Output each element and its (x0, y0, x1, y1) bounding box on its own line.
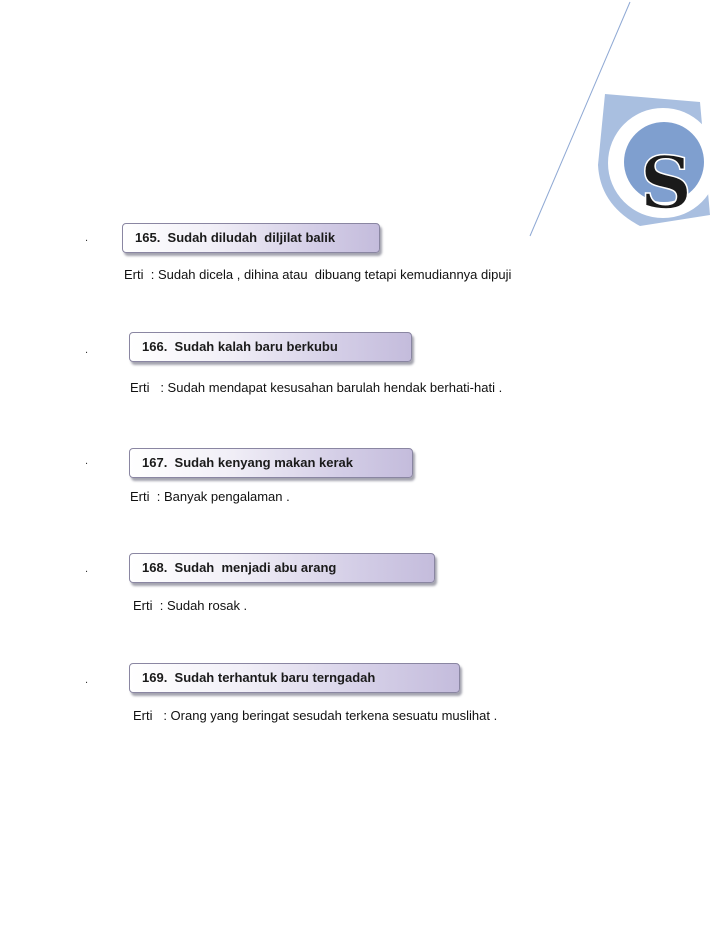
proverb-title-box: 166. Sudah kalah baru berkubu (129, 332, 412, 362)
entry-bullet: . (85, 455, 89, 467)
proverb-title-box: 167. Sudah kenyang makan kerak (129, 448, 413, 478)
logo-letter: S (640, 140, 692, 225)
proverb-title-box: 165. Sudah diludah diljilat balik (122, 223, 380, 253)
entry-bullet: . (85, 674, 89, 686)
logo-icon (598, 94, 718, 226)
proverb-title-box: 168. Sudah menjadi abu arang (129, 553, 435, 583)
proverb-title-box: 169. Sudah terhantuk baru terngadah (129, 663, 460, 693)
proverb-meaning: Erti : Sudah mendapat kesusahan barulah hendak berhati-hati . (130, 380, 503, 395)
proverb-meaning: Erti : Orang yang beringat sesudah terkena sesuatu muslihat . (133, 708, 498, 723)
entry-bullet: . (85, 232, 89, 244)
entry-bullet: . (85, 344, 89, 356)
proverb-meaning: Erti : Banyak pengalaman . (130, 489, 290, 504)
entry-bullet: . (85, 563, 89, 575)
proverb-meaning: Erti : Sudah rosak . (133, 598, 248, 613)
proverb-meaning: Erti : Sudah dicela , dihina atau dibuang tetapi kemudiannya dipuji (124, 267, 512, 282)
